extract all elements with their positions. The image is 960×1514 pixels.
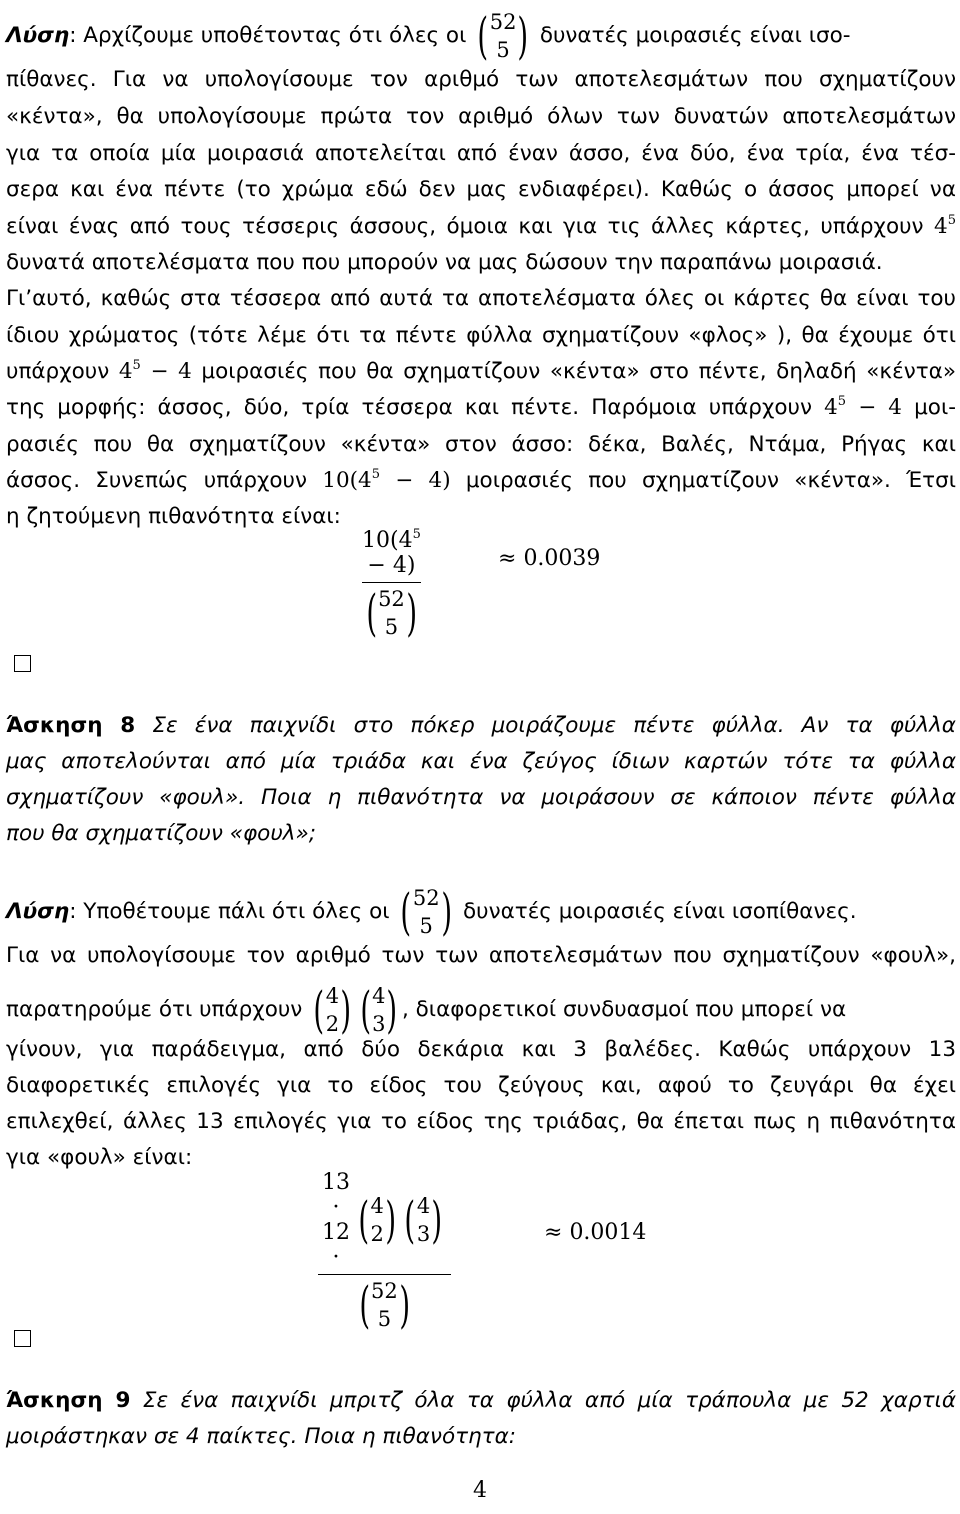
- text-line: επιλεχθεί, άλλες 13 επιλογές για το είδος της τριάδας, θα έπεται πως η πιθανότητα: [6, 1109, 956, 1134]
- text-line: για «φουλ» είναι:: [6, 1145, 193, 1170]
- text-line: γίνουν, για παράδειγμα, από δύο δεκάρια και 3 βαλέδες. Καθώς υπάρχουν 13: [6, 1037, 956, 1062]
- text-line: πίθανες. Για να υπολογίσουμε τον αριθμό των αποτελεσμάτων που σχηματίζουν: [6, 67, 956, 92]
- text-line: η ζητούμενη πιθανότητα είναι:: [6, 504, 341, 529]
- text-line: Για να υπολογίσουμε τον αριθμό των των αποτελεσμάτων που σχηματίζουν «φουλ»,: [6, 943, 956, 968]
- text-line: ρασιές που θα σχηματίζουν «κέντα» στον άσσο: δέκα, Βαλές, Ντάμα, Ρήγας και: [6, 432, 956, 457]
- exercise8-line-1: Άσκηση 8 Σε ένα παιχνίδι στο πόκερ μοιράζουμε πέντε φύλλα. Αν τα φύλλα: [6, 713, 956, 738]
- text-line: για τα οποία μία μοιρασιά αποτελείται από έναν άσσο, ένα δύο, ένα τρία, ένα τέσ-: [6, 141, 956, 166]
- text-line: Γι’αυτό, καθώς στα τέσσερα από αυτά τα αποτελέσματα όλες οι κάρτες θα είναι του: [6, 286, 956, 311]
- qed-square-icon: [14, 655, 31, 672]
- text-line: μοιράστηκαν σε 4 παίκτες. Ποια η πιθανότητα:: [6, 1424, 517, 1449]
- solution-label: Λύση: [6, 23, 70, 48]
- text-line: «κέντα», θα υπολογίσουμε πρώτα τον αριθμό όλων των δυνατών αποτελεσμάτων: [6, 104, 956, 129]
- text-line: που θα σχηματίζουν «φουλ»;: [6, 821, 316, 846]
- qed-square-icon: [14, 1330, 31, 1347]
- text-line: μας αποτελούνται από μία τριάδα και ένα ζεύγος ίδιων καρτών τότε τα φύλλα: [6, 749, 956, 774]
- text-line: υπάρχουν $4^5 - 4$ μοιρασιές που θα σχηματίζουν «κέντα» στο πέντε, δηλαδή «κέντα»: [6, 358, 956, 384]
- text-line: σχηματίζουν «φουλ». Ποια η πιθανότητα να μοιράσουν σε κάποιον πέντε φύλλα: [6, 785, 956, 810]
- text-line: είναι ένας από τους τέσσερις άσσους, όμοια και για τις άλλες κάρτες, υπάρχουν $4^5$: [6, 213, 956, 239]
- approx-value: ≈ 0.0039: [498, 546, 601, 571]
- approx-value: ≈ 0.0014: [544, 1220, 647, 1245]
- text-line: παρατηρούμε ότι υπάρχουν ( 4 2 ) ( 4 3 ) , διαφορετικοί συνδυασμοί που μπορεί να: [6, 981, 847, 1039]
- solution1-line-1: Λύση: Αρχίζουμε υποθέτοντας ότι όλες οι ( 52 5 ) δυνατές μοιρασιές είναι ισο-: [6, 7, 851, 65]
- text-line: διαφορετικές επιλογές για το είδος του ζεύγους και, αφού το ζευγάρι θα έχει: [6, 1073, 956, 1098]
- exercise-label: Άσκηση 8: [6, 713, 136, 738]
- binomial-4-2: ( 4 2 ): [313, 981, 352, 1039]
- solution-label: Λύση: [6, 899, 70, 924]
- text-line: σερα και ένα πέντε (το χρώμα εδώ δεν μας ενδιαφέρει). Καθώς ο άσσος μπορεί να: [6, 177, 956, 202]
- page-number: 4: [473, 1478, 487, 1503]
- text-line: δυνατά αποτελέσματα που που μπορούν να μας δώσουν την παραπάνω μοιρασιά.: [6, 250, 883, 275]
- exercise9-line-1: Άσκηση 9 Σε ένα παιχνίδι μπριτζ όλα τα φύλλα από μία τράπουλα με 52 χαρτιά: [6, 1388, 956, 1413]
- solution2-line-1: Λύση: Υποθέτουμε πάλι ότι όλες οι ( 52 5 ) δυνατές μοιρασιές είναι ισοπίθανες.: [6, 883, 857, 941]
- text-line: της μορφής: άσσος, δύο, τρία τέσσερα και πέντε. Παρόμοια υπάρχουν $4^5 - 4$ μοι-: [6, 394, 956, 420]
- text-line: ίδιου χρώματος (τότε λέμε ότι τα πέντε φύλλα σχηματίζουν «φλος» ), θα έχουμε ότι: [6, 323, 956, 348]
- exercise-label: Άσκηση 9: [6, 1388, 131, 1413]
- fraction-denominator: ( 52 5 ): [362, 582, 422, 641]
- fraction-numerator: $10(4^5 - 4)$: [362, 527, 421, 578]
- binomial-4-3: ( 4 3 ): [359, 981, 398, 1039]
- binomial-52-5: ( 52 5 ): [477, 7, 529, 65]
- binomial-52-5: ( 52 5 ): [400, 883, 452, 941]
- fraction-numerator: 13 · 12 · ( 4 2 ) ( 4 3 ): [322, 1170, 443, 1270]
- text-line: άσσος. Συνεπώς υπάρχουν $10(4^5 - 4)$ μοιρασιές που σχηματίζουν «κέντα». Έτσι: [6, 467, 957, 493]
- fraction-denominator: ( 52 5 ): [318, 1274, 451, 1333]
